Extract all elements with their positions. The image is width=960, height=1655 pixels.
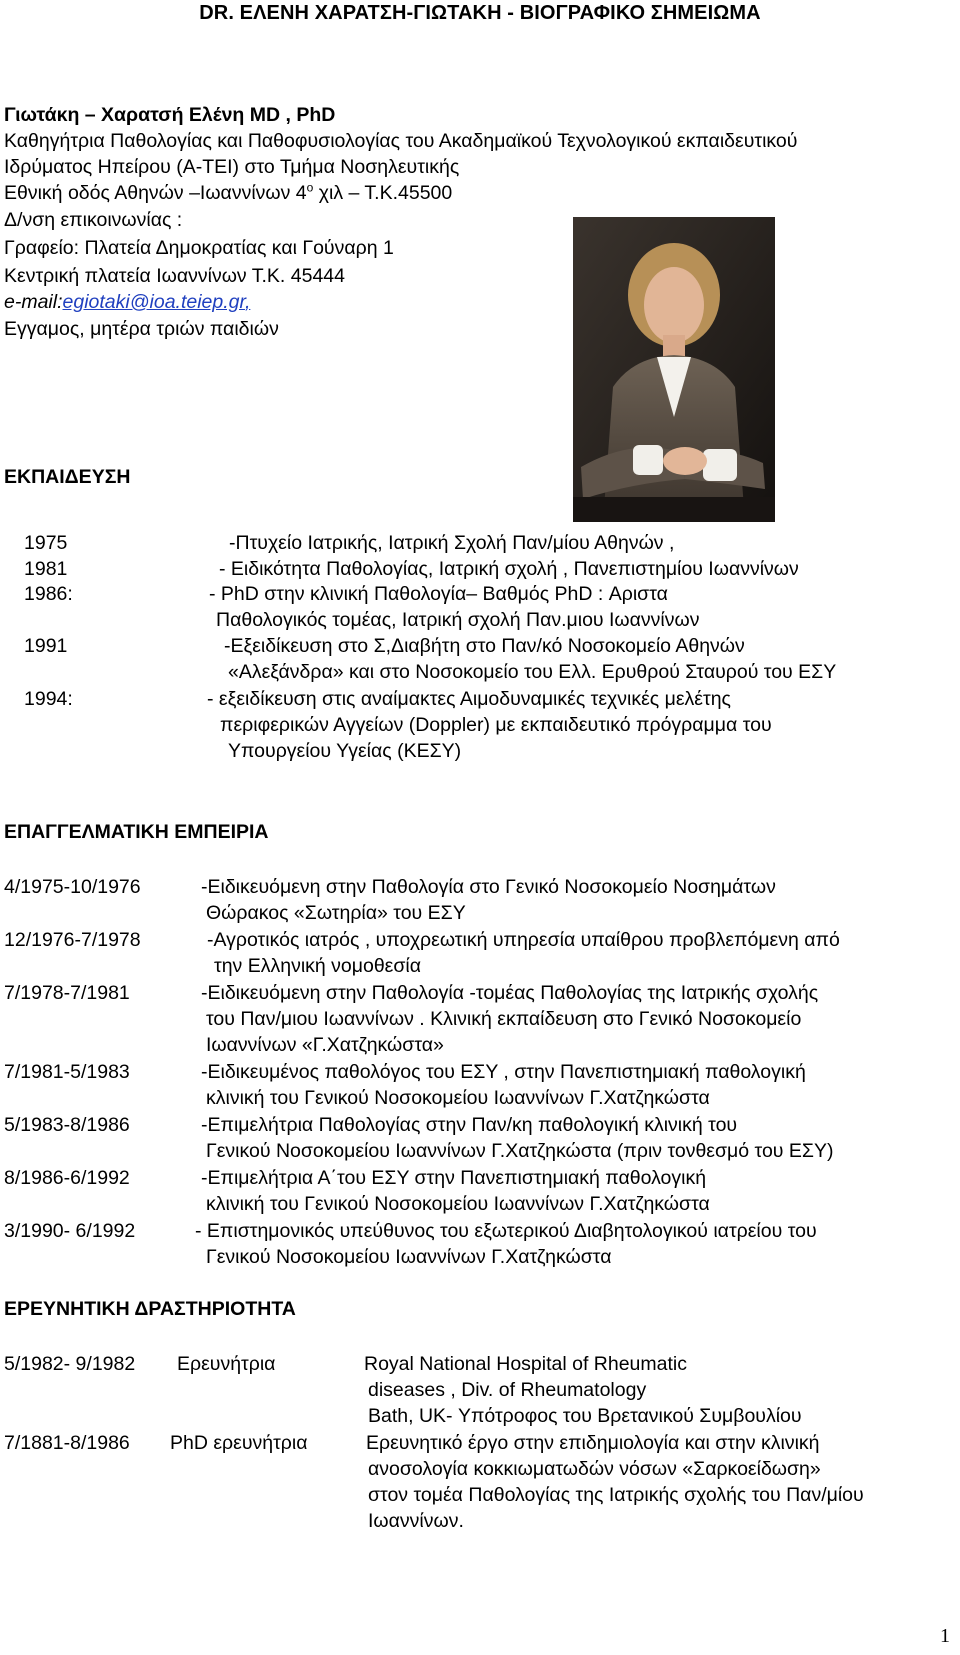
experience-period: 7/1978-7/1981 [4, 982, 130, 1004]
page-number: 1 [940, 1625, 950, 1647]
education-detail: -Πτυχείο Ιατρικής, Ιατρική Σχολή Παν/μίου Αθηνών , [229, 532, 675, 554]
research-heading: ΕΡΕΥΝΗΤΙΚΗ ΔΡΑΣΤΗΡΙΟΤΗΤΑ [4, 1298, 296, 1320]
office-address: Γραφείο: Πλατεία Δημοκρατίας και Γούναρη 1 [4, 237, 394, 259]
experience-detail: -Ειδικευόμενη στην Παθολογία -τομέας Παθολογίας της Ιατρικής σχολής [201, 982, 819, 1004]
experience-detail: Ιωαννίνων «Γ.Χατζηκώστα» [206, 1034, 444, 1056]
document-title: DR. ΕΛΕΝΗ ΧΑΡΑΤΣΗ-ΓΙΩΤΑΚΗ - ΒΙΟΓΡΑΦΙΚΟ ΣΗΜΕΙΩΜΑ [199, 2, 761, 24]
experience-period: 8/1986-6/1992 [4, 1167, 130, 1189]
research-detail: Ιωαννίνων. [368, 1510, 464, 1532]
research-detail: Royal National Hospital of Rheumatic [364, 1353, 687, 1375]
research-period: 7/1881-8/1986 [4, 1432, 130, 1454]
family-status: Εγγαμος, μητέρα τριών παιδιών [4, 318, 279, 340]
education-detail: - PhD στην κλινική Παθολογία– Βαθμός PhD : Αριστα [209, 583, 668, 605]
education-detail: Παθολογικός τομέας, Ιατρική σχολή Παν.μιου Ιωαννίνων [216, 609, 700, 631]
education-detail: - εξειδίκευση στις αναίμακτες Αιμοδυναμικές τεχνικές μελέτης [207, 688, 731, 710]
experience-detail: Γενικού Νοσοκομείου Ιωαννίνων Γ.Χατζηκώστα (πριν τονθεσμό του ΕΣΥ) [206, 1140, 834, 1162]
position-line-1: Καθηγήτρια Παθολογίας και Παθοφυσιολογίας του Ακαδημαϊκού Τεχνολογικού εκπαιδευτικού [4, 130, 798, 152]
experience-detail: κλινική του Γενικού Νοσοκομείου Ιωαννίνων Γ.Χατζηκώστα [206, 1193, 710, 1215]
education-detail: - Ειδικότητα Παθολογίας, Ιατρική σχολή , Πανεπιστημίου Ιωαννίνων [219, 558, 799, 580]
work-address-text: Εθνική οδός Αθηνών –Ιωαννίνων 4 [4, 182, 307, 204]
work-address [4, 180, 452, 206]
portrait-photo [573, 217, 775, 522]
education-heading: ΕΚΠΑΙΔΕΥΣΗ [4, 466, 131, 488]
education-detail: -Εξειδίκευση στο Σ,Διαβήτη στο Παν/κό Νοσοκομείο Αθηνών [224, 635, 745, 657]
research-period: 5/1982- 9/1982 [4, 1353, 136, 1375]
work-address-suffix: χιλ – Τ.Κ.45500 [313, 182, 453, 204]
research-detail: Ερευνητικό έργο στην επιδημιολογία και στην κλινική [366, 1432, 820, 1454]
position-line-2: Ιδρύματος Ηπείρου (Α-ΤΕΙ) στο Τμήμα Νοσηλευτικής [4, 156, 460, 178]
experience-period: 5/1983-8/1986 [4, 1114, 130, 1136]
correspondence-label: Δ/νση επικοινωνίας : [4, 209, 183, 231]
experience-detail: -Αγροτικός ιατρός , υποχρεωτική υπηρεσία υπαίθρου προβλεπόμενη από [207, 929, 840, 951]
person-name: Γιωτάκη – Χαρατσή Ελένη MD , PhD [4, 104, 336, 126]
experience-detail: -Επιμελήτρια Α΄του ΕΣΥ στην Πανεπιστημιακή παθολογική [201, 1167, 707, 1189]
education-year: 1981 [24, 558, 68, 580]
research-detail: στον τομέα Παθολογίας της Ιατρικής σχολής του Παν/μίου [368, 1484, 864, 1506]
experience-detail: - Επιστημονικός υπεύθυνος του εξωτερικού Διαβητολογικού ιατρείου του [195, 1220, 817, 1242]
education-detail: «Αλεξάνδρα» και στο Νοσοκομείο του Ελλ. Ερυθρού Σταυρού του ΕΣΥ [228, 661, 837, 683]
experience-detail: -Ειδικευόμενη στην Παθολογία στο Γενικό Νοσοκομείο Νοσημάτων [201, 876, 776, 898]
education-year: 1991 [24, 635, 68, 657]
education-year: 1994: [24, 688, 73, 710]
experience-period: 4/1975-10/1976 [4, 876, 141, 898]
experience-detail: -Επιμελήτρια Παθολογίας στην Παν/κη παθολογική κλινική του [201, 1114, 738, 1136]
experience-period: 7/1981-5/1983 [4, 1061, 130, 1083]
email-link[interactable]: egiotaki@ioa.teiep.gr [62, 291, 245, 313]
research-role: PhD ερευνήτρια [170, 1432, 308, 1454]
research-detail: Bath, UK- Υπότροφος του Βρετανικού Συμβουλίου [368, 1405, 802, 1427]
work-address-superscript: ο [306, 180, 314, 195]
experience-period: 3/1990- 6/1992 [4, 1220, 136, 1242]
research-role: Ερευνήτρια [177, 1353, 276, 1375]
education-detail: Υπουργείου Υγείας (ΚΕΣΥ) [228, 740, 462, 762]
email-label: e-mail: [4, 291, 63, 313]
education-detail: περιφερικών Αγγείων (Doppler) με εκπαιδευτικό πρόγραμμα του [220, 714, 772, 736]
email-suffix: , [244, 291, 251, 313]
experience-detail: -Ειδικευμένος παθολόγος του ΕΣΥ , στην Πανεπιστημιακή παθολογική [201, 1061, 806, 1083]
experience-detail: του Παν/μιου Ιωαννίνων . Κλινική εκπαίδευση στο Γενικό Νοσοκομείο [206, 1008, 802, 1030]
city-address: Κεντρική πλατεία Ιωαννίνων Τ.Κ. 45444 [4, 265, 345, 287]
experience-detail: την Ελληνική νομοθεσία [214, 955, 422, 977]
experience-detail: Θώρακος «Σωτηρία» του ΕΣΥ [206, 902, 466, 924]
experience-detail: Γενικού Νοσοκομείου Ιωαννίνων Γ.Χατζηκώστα [206, 1246, 612, 1268]
research-detail: diseases , Div. of Rheumatology [368, 1379, 647, 1401]
education-year: 1975 [24, 532, 68, 554]
research-detail: ανοσολογία κοκκιωματωδών νόσων «Σαρκοείδωση» [368, 1458, 821, 1480]
education-year: 1986: [24, 583, 73, 605]
experience-detail: κλινική του Γενικού Νοσοκομείου Ιωαννίνων Γ.Χατζηκώστα [206, 1087, 710, 1109]
experience-period: 12/1976-7/1978 [4, 929, 141, 951]
email-line [4, 289, 250, 315]
experience-heading: ΕΠΑΓΓΕΛΜΑΤΙΚΗ ΕΜΠΕΙΡΙΑ [4, 821, 269, 843]
